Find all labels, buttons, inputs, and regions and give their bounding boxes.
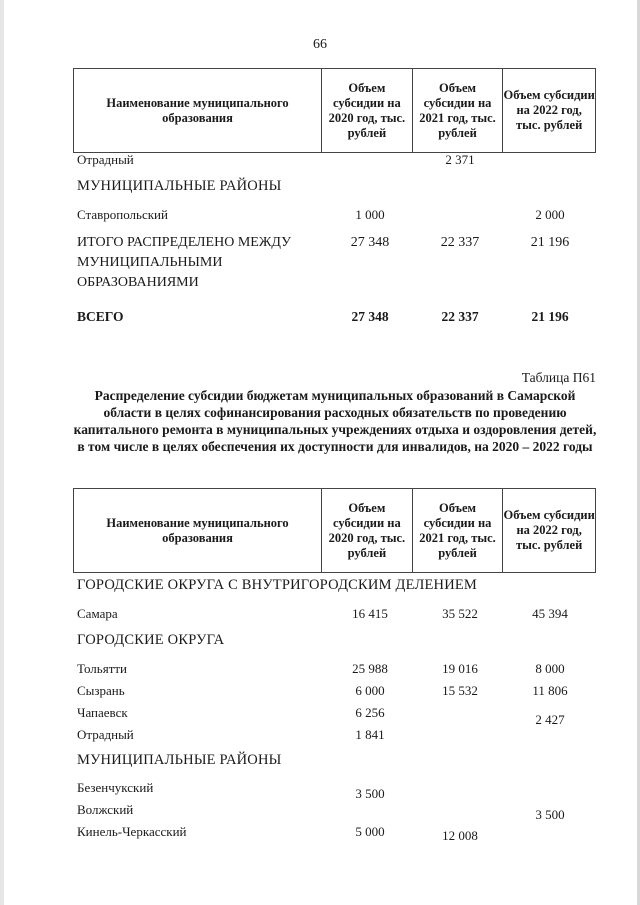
section-heading: ГОРОДСКИЕ ОКРУГА С ВНУТРИГОРОДСКИМ ДЕЛЕНИЕМ [77, 577, 478, 593]
row-value-2022: 21 196 [531, 309, 569, 324]
row-value-2021: 22 337 [441, 309, 479, 324]
row-value-2020: 27 348 [351, 309, 389, 324]
col-header-2022: Объем субсидии на 2022 год, тыс. рублей [502, 489, 595, 572]
row-value-2021: 12 008 [442, 828, 478, 843]
row-value-2022: 2 000 [535, 207, 565, 222]
row-name: Отрадный [77, 152, 134, 167]
row-value-2022: 8 000 [535, 661, 565, 676]
col-header-2020: Объем субсидии на 2020 год, тыс. рублей [321, 69, 412, 152]
row-name: Тольятти [77, 661, 128, 676]
row-name: Чапаевск [77, 705, 128, 720]
row-value-2022: 3 500 [535, 807, 565, 822]
row-value-2020: 6 256 [355, 705, 385, 720]
scan-edge-left [0, 0, 4, 905]
row-name: Отрадный [77, 727, 134, 742]
row-value-2020: 25 988 [352, 661, 388, 676]
row-value-2021: 15 532 [442, 683, 478, 698]
page-number: 66 [313, 37, 327, 52]
table-title: Распределение субсидии бюджетам муниципальных образований в Самарской области в целях софинансирования расходных обязательств по проведению капитального ремонта в муниципальных учреждениях отдыха и оздоровления детей, в том числе в целях обеспечения их доступности для инвалидов, на 2020 – 2022 годы [73, 388, 597, 454]
row-name: Безенчукский [77, 780, 154, 795]
row-value-2021: 35 522 [442, 606, 478, 621]
row-value-2020: 5 000 [355, 824, 385, 839]
row-value-2021: 19 016 [442, 661, 478, 676]
section-heading: ГОРОДСКИЕ ОКРУГА [77, 632, 225, 648]
col-header-2021: Объем субсидии на 2021 год, тыс. рублей [412, 69, 503, 152]
table-label: Таблица П61 [521, 370, 596, 385]
section-heading: МУНИЦИПАЛЬНЫЕ РАЙОНЫ [77, 178, 282, 194]
row-value-2021: 2 371 [445, 152, 475, 167]
row-name: ИТОГО РАСПРЕДЕЛЕНО МЕЖДУ МУНИЦИПАЛЬНЫМИ ОБРАЗОВАНИЯМИ [77, 235, 291, 290]
row-name: Ставропольский [77, 207, 168, 222]
col-header-2022: Объем субсидии на 2022 год, тыс. рублей [502, 69, 595, 152]
section-heading: МУНИЦИПАЛЬНЫЕ РАЙОНЫ [77, 752, 282, 768]
row-value-2020: 16 415 [352, 606, 388, 621]
row-value-2020: 27 348 [350, 235, 390, 250]
row-name: Самара [77, 606, 118, 621]
row-name: Волжский [77, 802, 134, 817]
row-value-2020: 6 000 [355, 683, 385, 698]
row-value-2022: 21 196 [530, 235, 570, 250]
col-header-name: Наименование муниципального образования [106, 515, 289, 545]
row-name: Кинель-Черкасский [77, 824, 187, 839]
col-header-2021: Объем субсидии на 2021 год, тыс. рублей [412, 489, 503, 572]
row-value-2022: 2 427 [535, 712, 565, 727]
col-header-2020: Объем субсидии на 2020 год, тыс. рублей [321, 489, 412, 572]
row-value-2021: 22 337 [440, 235, 480, 250]
table2-header [73, 488, 596, 573]
row-value-2020: 1 000 [355, 207, 385, 222]
row-value-2020: 1 841 [355, 727, 385, 742]
row-value-2022: 11 806 [532, 683, 568, 698]
col-header-name: Наименование муниципального образования [106, 95, 289, 125]
row-name: Сызрань [77, 683, 125, 698]
row-value-2020: 3 500 [355, 786, 385, 801]
row-name: ВСЕГО [77, 309, 124, 324]
table1-header [73, 68, 596, 153]
row-value-2022: 45 394 [532, 606, 568, 621]
